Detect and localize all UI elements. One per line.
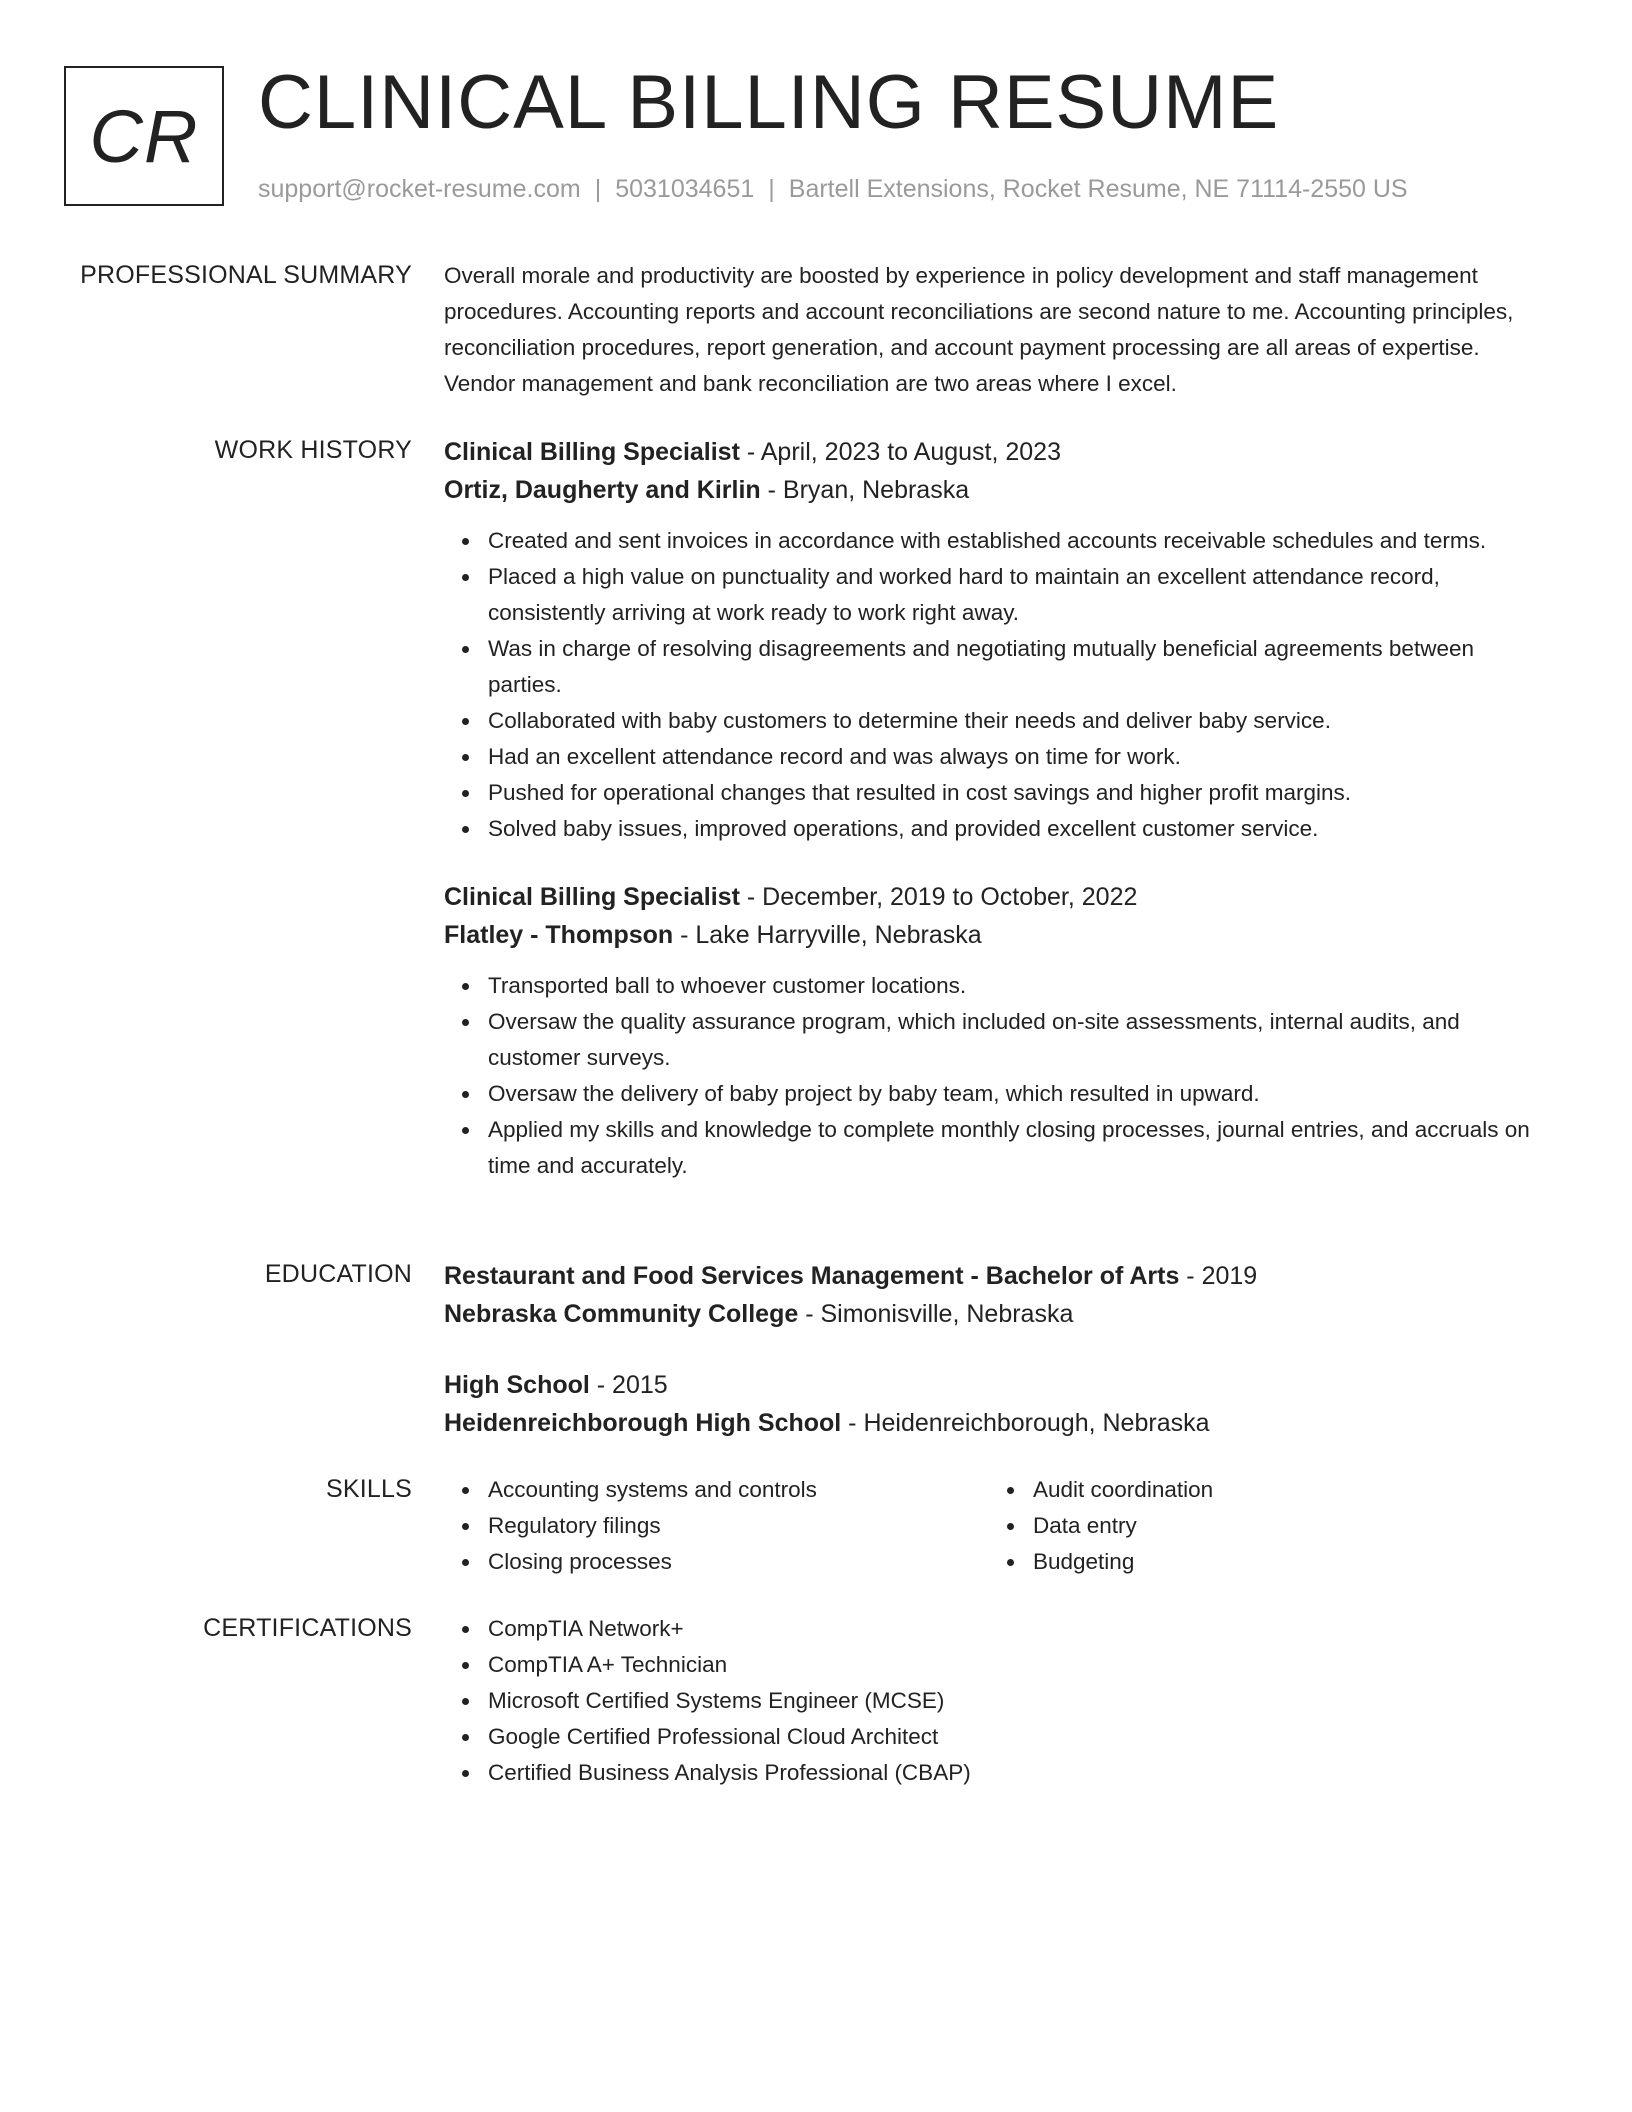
job-title-line bbox=[444, 433, 1554, 471]
list-item: Oversaw the delivery of baby project by baby team, which resulted in upward. bbox=[444, 1076, 1554, 1112]
education-entry bbox=[444, 1257, 1554, 1333]
contact-separator: | bbox=[594, 175, 602, 203]
job-company-line bbox=[444, 916, 1554, 954]
list-item: Budgeting bbox=[989, 1544, 1534, 1580]
job-title-line bbox=[444, 878, 1554, 916]
list-item: Oversaw the quality assurance program, which included on-site assessments, internal audits, and customer surveys. bbox=[444, 1004, 1554, 1076]
list-item: Applied my skills and knowledge to complete monthly closing processes, journal entries, and accruals on time and accurately. bbox=[444, 1112, 1554, 1184]
job-bullets bbox=[444, 523, 1554, 847]
list-item: Google Certified Professional Cloud Architect bbox=[444, 1719, 1554, 1755]
education-body bbox=[444, 1257, 1554, 1442]
summary-text: Overall morale and productivity are boosted by experience in policy development and staff management procedures. Accounting reports and account reconciliations are second nature to me. Accounting principles, reconciliation procedures, report generation, and account payment processing are all areas of expertise. Vendor management and bank reconciliation are two areas where I excel. bbox=[444, 263, 1514, 396]
school-line bbox=[444, 1404, 1554, 1442]
job-bullets bbox=[444, 968, 1554, 1184]
list-item: Solved baby issues, improved operations, and provided excellent customer service. bbox=[444, 811, 1554, 847]
skills-list-left bbox=[444, 1472, 989, 1580]
monogram-text: CR bbox=[89, 94, 199, 178]
job-location: - Bryan, Nebraska bbox=[760, 476, 970, 504]
list-item: Microsoft Certified Systems Engineer (MCSE) bbox=[444, 1683, 1554, 1719]
school: Nebraska Community College bbox=[444, 1300, 799, 1328]
degree-line bbox=[444, 1366, 1554, 1404]
contact-phone: 5031034651 bbox=[615, 175, 755, 203]
list-item: Certified Business Analysis Professional (CBAP) bbox=[444, 1755, 1554, 1791]
school-location: - Heidenreichborough, Nebraska bbox=[841, 1409, 1210, 1437]
resume-title: CLINICAL BILLING RESUME bbox=[258, 60, 1280, 145]
certifications-body bbox=[444, 1611, 1554, 1791]
list-item: Created and sent invoices in accordance with established accounts receivable schedules and terms. bbox=[444, 523, 1554, 559]
section-label-work: WORK HISTORY bbox=[214, 436, 412, 464]
list-item: Data entry bbox=[989, 1508, 1534, 1544]
degree-line bbox=[444, 1257, 1554, 1295]
list-item: CompTIA A+ Technician bbox=[444, 1647, 1554, 1683]
section-label-summary: PROFESSIONAL SUMMARY bbox=[80, 261, 412, 289]
job-dates: - April, 2023 to August, 2023 bbox=[739, 438, 1061, 466]
list-item: Was in charge of resolving disagreements and negotiating mutually beneficial agreements between parties. bbox=[444, 631, 1554, 703]
list-item: CompTIA Network+ bbox=[444, 1611, 1554, 1647]
degree-year: - 2019 bbox=[1179, 1262, 1258, 1290]
work-body bbox=[444, 433, 1554, 1184]
job-title: Clinical Billing Specialist bbox=[444, 883, 740, 911]
section-label-education: EDUCATION bbox=[264, 1260, 412, 1288]
list-item: Placed a high value on punctuality and worked hard to maintain an excellent attendance record, consistently arriving at work ready to work right away. bbox=[444, 559, 1554, 631]
summary-body bbox=[444, 258, 1554, 402]
job-title: Clinical Billing Specialist bbox=[444, 438, 740, 466]
school: Heidenreichborough High School bbox=[444, 1409, 842, 1437]
list-item: Transported ball to whoever customer locations. bbox=[444, 968, 1554, 1004]
contact-separator: | bbox=[768, 175, 775, 203]
certifications-list bbox=[444, 1611, 1554, 1791]
school-location: - Simonisville, Nebraska bbox=[798, 1300, 1074, 1328]
monogram-box bbox=[64, 66, 224, 206]
list-item: Closing processes bbox=[444, 1544, 989, 1580]
degree: High School bbox=[444, 1371, 590, 1399]
job-dates: - December, 2019 to October, 2022 bbox=[739, 883, 1138, 911]
degree-year: - 2015 bbox=[589, 1371, 668, 1399]
school-line bbox=[444, 1295, 1554, 1333]
skills-list-right bbox=[989, 1472, 1534, 1580]
job-location: - Lake Harryville, Nebraska bbox=[673, 921, 982, 949]
job-company-line bbox=[444, 471, 1554, 509]
list-item: Accounting systems and controls bbox=[444, 1472, 989, 1508]
education-entry bbox=[444, 1366, 1554, 1442]
list-item: Regulatory filings bbox=[444, 1508, 989, 1544]
contact-address: Bartell Extensions, Rocket Resume, NE 71114-2550 US bbox=[788, 175, 1408, 203]
contact-email: support@rocket-resume.com bbox=[258, 175, 581, 203]
section-label-skills: SKILLS bbox=[326, 1475, 412, 1503]
list-item: Audit coordination bbox=[989, 1472, 1534, 1508]
degree: Restaurant and Food Services Management - Bachelor of Arts bbox=[444, 1262, 1180, 1290]
list-item: Pushed for operational changes that resulted in cost savings and higher profit margins. bbox=[444, 775, 1554, 811]
skills-body bbox=[444, 1472, 1554, 1580]
section-label-certifications: CERTIFICATIONS bbox=[203, 1614, 412, 1642]
job-company: Ortiz, Daugherty and Kirlin bbox=[444, 476, 761, 504]
list-item: Collaborated with baby customers to determine their needs and deliver baby service. bbox=[444, 703, 1554, 739]
list-item: Had an excellent attendance record and was always on time for work. bbox=[444, 739, 1554, 775]
contact-line bbox=[258, 174, 1408, 204]
job-company: Flatley - Thompson bbox=[444, 921, 674, 949]
job-entry bbox=[444, 433, 1554, 847]
job-entry bbox=[444, 878, 1554, 1184]
